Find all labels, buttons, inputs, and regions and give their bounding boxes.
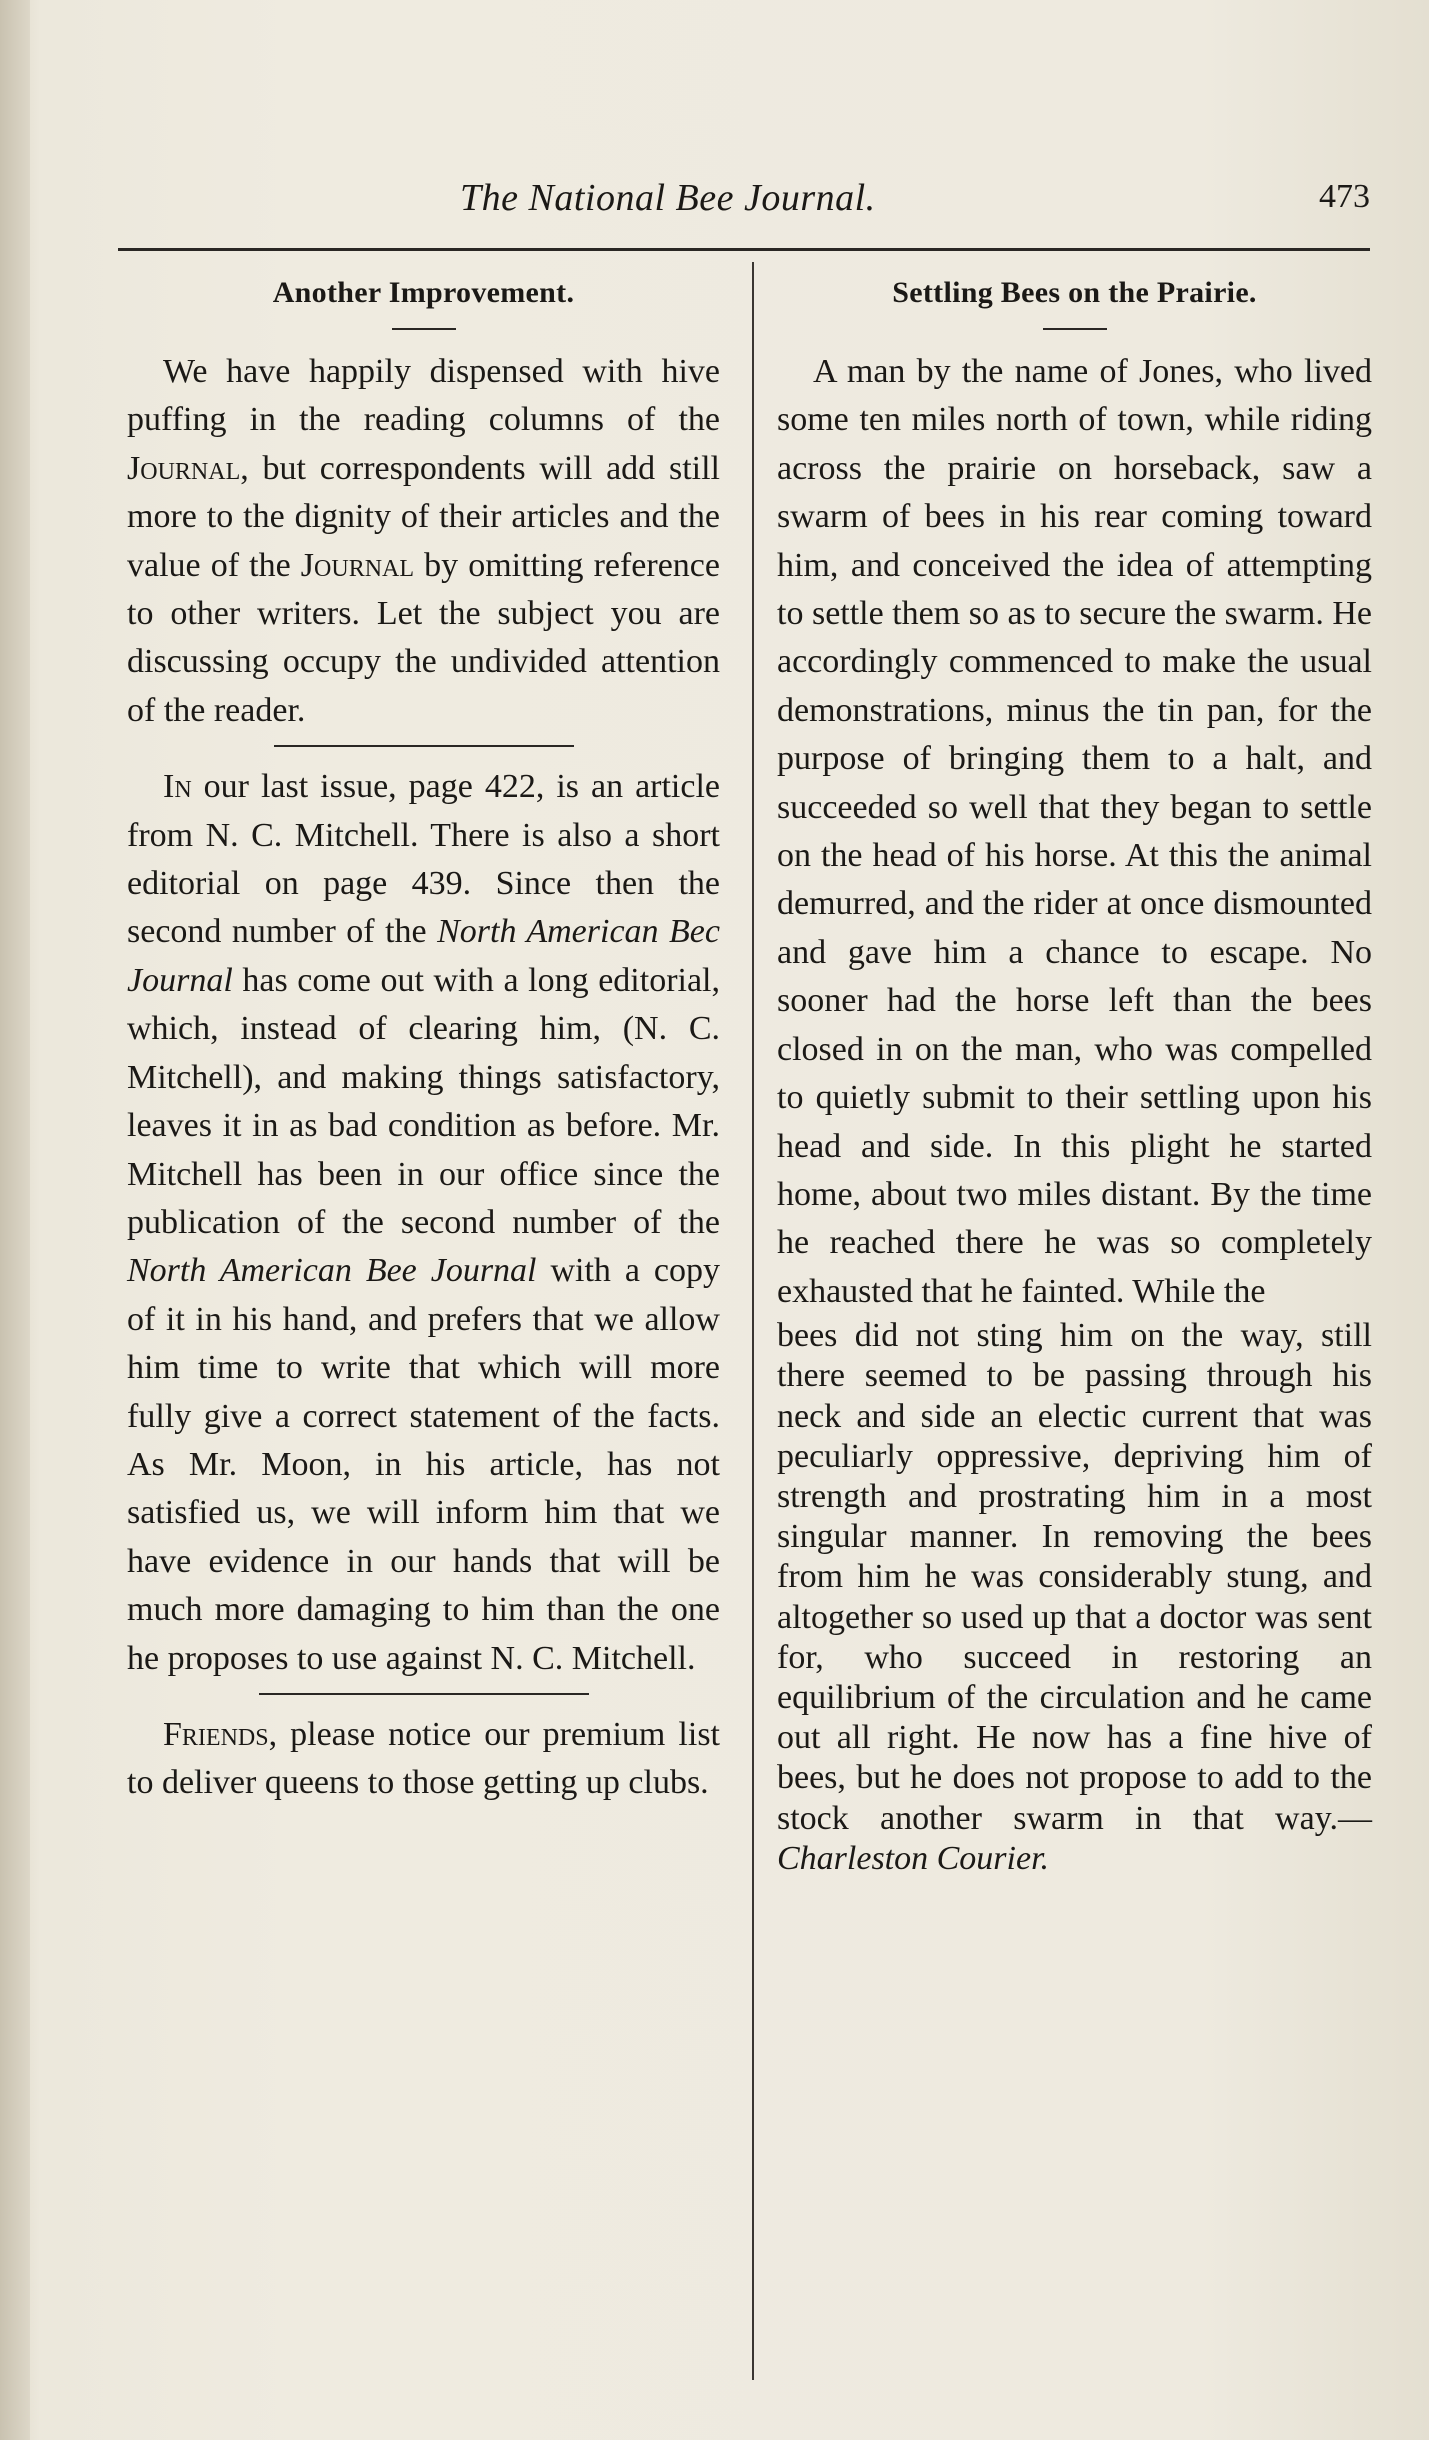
journal-title: The National Bee Journal. (460, 177, 876, 219)
article-body-premium-notice (127, 1711, 720, 1808)
text-run: has come out with a long editorial, which, instead of clearing him, (N. C. Mitchell), and making things satisfactory, leaves it in as bad condition as before. Mr. Mitchell has been in our office since the publication of the second number of the (127, 961, 720, 1241)
text-run: our last issue, page 422, is an article from N. C. Mitchell. There is also a short editorial on page 439. Since then the second number of the (127, 768, 720, 951)
right-column (777, 268, 1372, 1879)
page-number: 473 (1319, 178, 1370, 215)
lead-word-small-caps: Friends, (163, 1715, 278, 1753)
column-divider (752, 262, 754, 2380)
article-body-another-improvement (127, 348, 720, 735)
header-rule (118, 248, 1370, 251)
text-run: by omitting reference to other writers. Let the subject you are discussing occupy the undivided attention of the reader. (127, 546, 720, 729)
journal-small-caps: Journal (127, 449, 241, 487)
journal-name-italic: North American Bee Journal (127, 1252, 537, 1290)
title-rule (392, 328, 456, 330)
article-body-mitchell-editorial (127, 763, 720, 1683)
article-title-another-improvement: Another Improvement. (272, 276, 575, 309)
lead-word-small-caps: In (163, 768, 192, 806)
book-spine-shadow (0, 0, 30, 2440)
section-rule (274, 745, 574, 747)
article-body-settling-bees-lower (777, 1316, 1372, 1879)
title-rule (1043, 328, 1107, 330)
text-run: , but correspondents will add still more to the dignity of their articles and the value of the (127, 449, 720, 584)
text-run: We have happily dispensed with hive puffing in the reading columns of the (127, 353, 720, 439)
text-run: with a copy of it in his hand, and prefers that we allow him time to write that which will more fully give a correct statement of the facts. As Mr. Moon, in his article, has not satisfied us, we will inform him that we have evidence in our hands that will be much more damaging to him than the one he proposes to use against N. C. Mitchell. (127, 1252, 720, 1677)
source-attribution: Charleston Courier. (777, 1839, 1050, 1877)
running-head (120, 176, 1370, 226)
text-run: bees did not sting him on the way, still there seemed to be passing through his neck and side an electic current that was peculiarly oppressive, depriving him of strength and prostrating him in a most singular manner. In removing the bees from him he was considerably stung, and altogether so used up that a doctor was sent for, who succeed in restoring an equilibrium of the circulation and he came out all right. He now has a fine hive of bees, but he does not propose to add to the stock another swarm in that way.— (777, 1317, 1372, 1837)
article-body-settling-bees-upper: A man by the name of Jones, who lived some ten miles north of town, while riding across the prairie on horseback, saw a swarm of bees in his rear coming toward him, and conceived the idea of attempting to settle them so as to secure the swarm. He accordingly commenced to make the usual demonstrations, minus the tin pan, for the purpose of bringing them to a halt, and succeeded so well that they began to settle on the head of his horse. At this the animal demurred, and the rider at once dismounted and gave him a chance to escape. No sooner had the horse left than the bees closed in on the man, who was compelled to quietly submit to their settling upon his head and side. In this plight he started home, about two miles distant. By the time he reached there he was so completely exhausted that he fainted. While the (777, 353, 1372, 1310)
left-column (127, 268, 720, 1808)
journal-small-caps: Journal (300, 546, 415, 584)
section-rule (259, 1693, 589, 1695)
article-title-settling-bees: Settling Bees on the Prairie. (892, 276, 1257, 309)
text-run: please notice our premium list to deliver queens to those getting up clubs. (127, 1715, 720, 1802)
journal-name-italic: North American Bec Journal (127, 913, 720, 999)
